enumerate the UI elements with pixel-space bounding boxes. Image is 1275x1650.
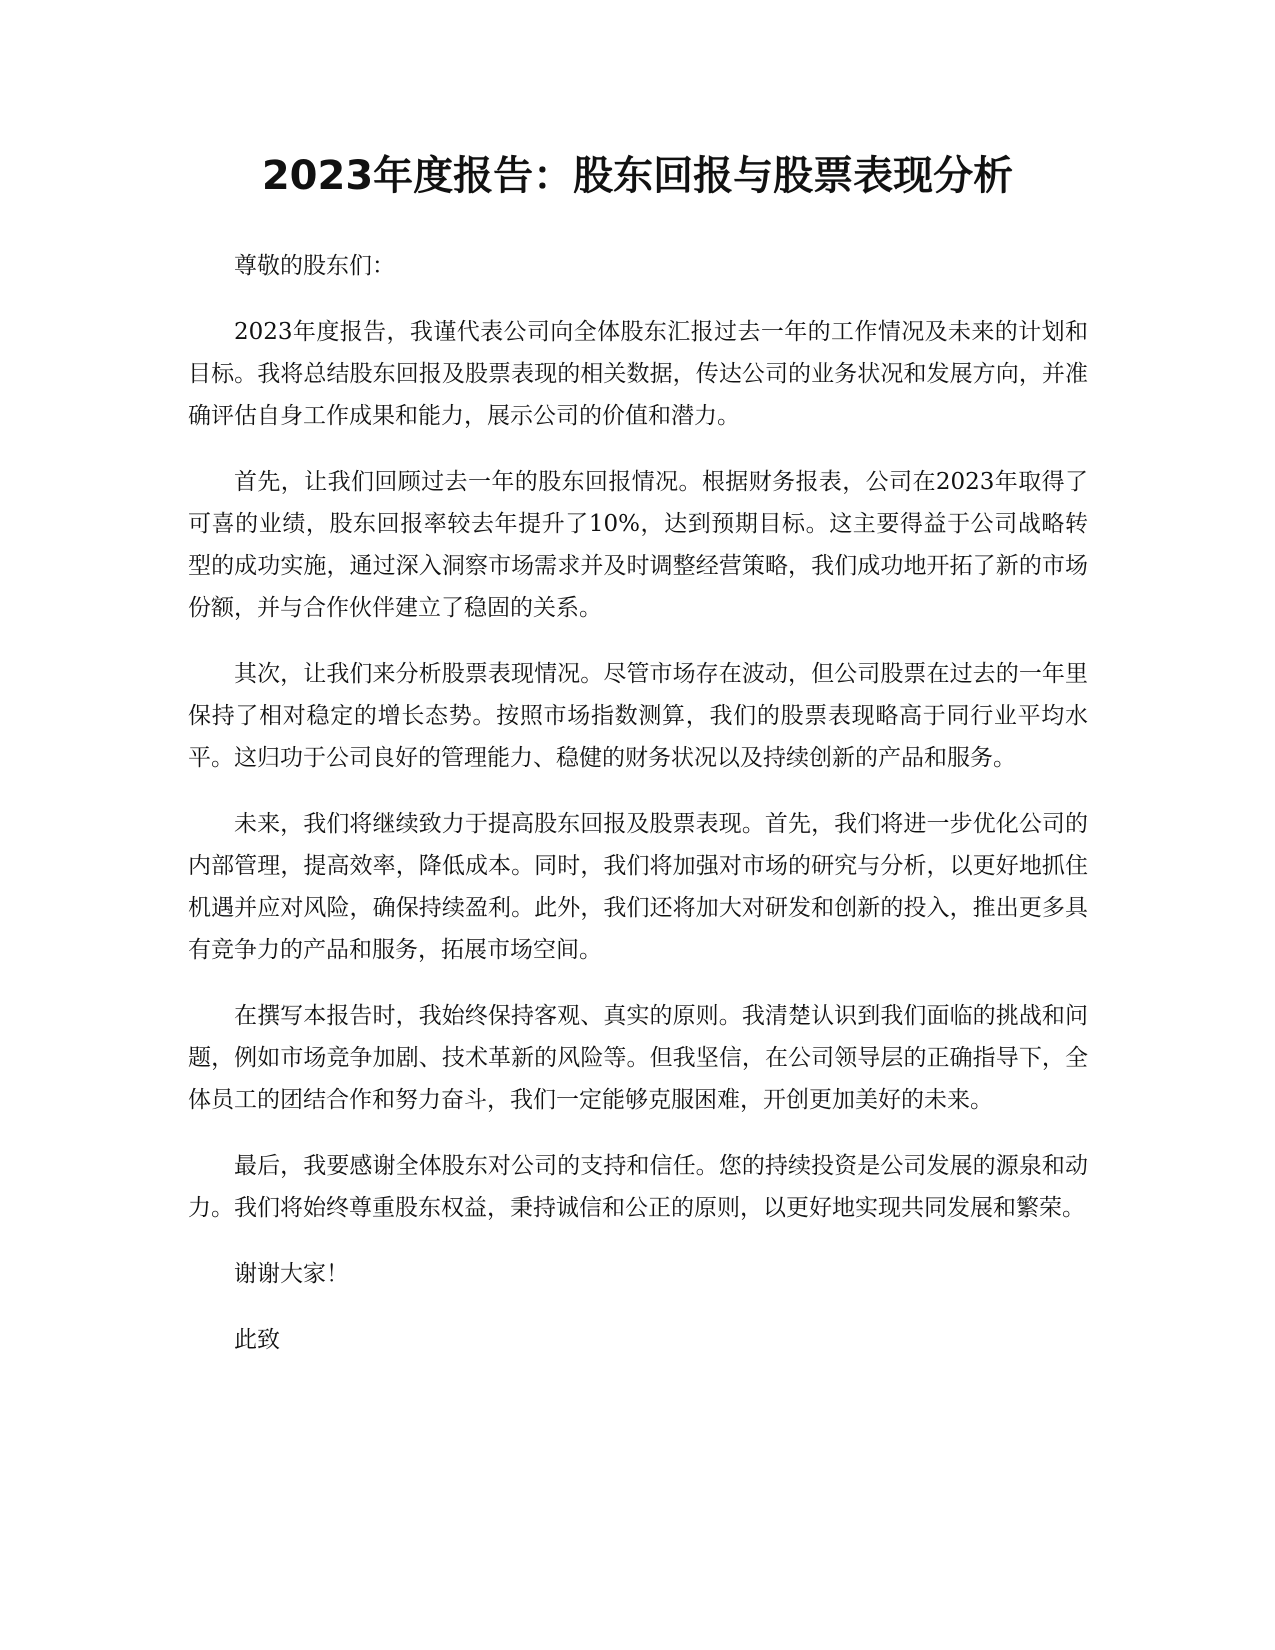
document-body	[188, 245, 1088, 1385]
paragraph-principles: 在撰写本报告时，我始终保持客观、真实的原则。我清楚认识到我们面临的挑战和问题，例如市场竞争加剧、技术革新的风险等。但我坚信，在公司领导层的正确指导下，全体员工的团结合作和努力奋斗，我们一定能够克服困难，开创更加美好的未来。	[188, 1003, 1088, 1113]
closing-line: 此致	[234, 1327, 280, 1353]
salutation: 尊敬的股东们：	[234, 253, 395, 279]
document-title: 2023年度报告：股东回报与股票表现分析	[261, 153, 1014, 199]
paragraph-intro: 2023年度报告，我谨代表公司向全体股东汇报过去一年的工作情况及未来的计划和目标。我将总结股东回报及股票表现的相关数据，传达公司的业务状况和发展方向，并准确评估自身工作成果和能力，展示公司的价值和潜力。	[188, 319, 1088, 429]
paragraph-stock-performance: 其次，让我们来分析股票表现情况。尽管市场存在波动，但公司股票在过去的一年里保持了相对稳定的增长态势。按照市场指数测算，我们的股票表现略高于同行业平均水平。这归功于公司良好的管理能力、稳健的财务状况以及持续创新的产品和服务。	[188, 661, 1088, 771]
paragraph-shareholder-returns: 首先，让我们回顾过去一年的股东回报情况。根据财务报表，公司在2023年取得了可喜的业绩，股东回报率较去年提升了10%，达到预期目标。这主要得益于公司战略转型的成功实施，通过深入洞察市场需求并及时调整经营策略，我们成功地开拓了新的市场份额，并与合作伙伴建立了稳固的关系。	[188, 469, 1088, 621]
thanks-line: 谢谢大家！	[234, 1261, 349, 1287]
paragraph-gratitude: 最后，我要感谢全体股东对公司的支持和信任。您的持续投资是公司发展的源泉和动力。我们将始终尊重股东权益，秉持诚信和公正的原则，以更好地实现共同发展和繁荣。	[188, 1153, 1088, 1221]
paragraph-future-plans: 未来，我们将继续致力于提高股东回报及股票表现。首先，我们将进一步优化公司的内部管理，提高效率，降低成本。同时，我们将加强对市场的研究与分析，以更好地抓住机遇并应对风险，确保持续盈利。此外，我们还将加大对研发和创新的投入，推出更多具有竞争力的产品和服务，拓展市场空间。	[188, 811, 1088, 963]
